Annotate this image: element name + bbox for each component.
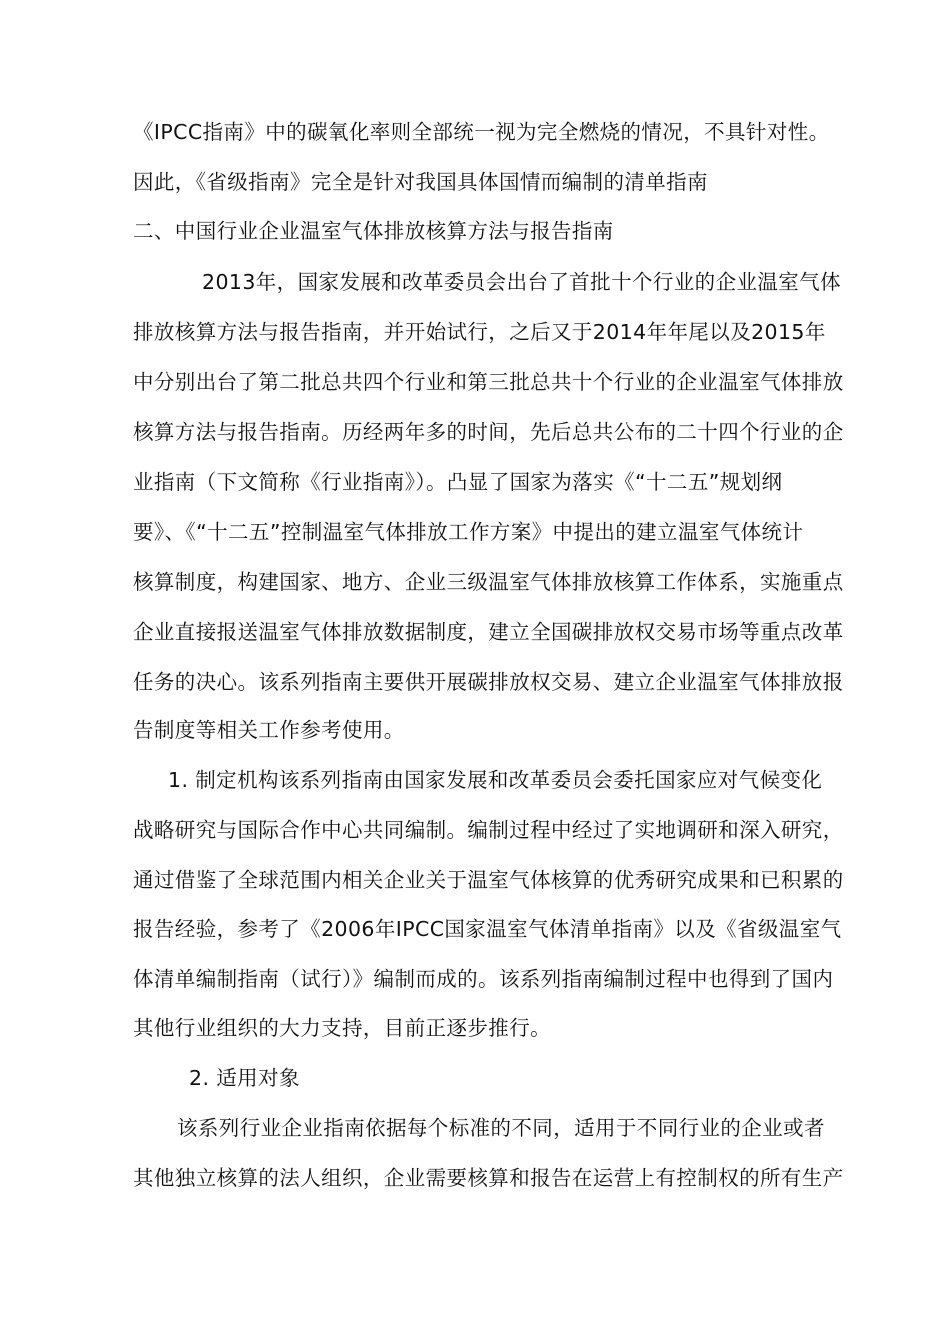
paragraph-line: 要》、《“十二五”控制温室气体排放工作方案》中提出的建立温室气体统计 [133, 520, 804, 544]
paragraph-line: 体清单编制指南（试行）》编制而成的。该系列指南编制过程中也得到了国内 [133, 967, 834, 991]
paragraph-line: 《IPCC指南》中的碳氧化率则全部统一视为完全燃烧的情况，不具针对性。 [133, 120, 830, 144]
paragraph-line: 通过借鉴了全球范围内相关企业关于温室气体核算的优秀研究成果和已积累的 [133, 868, 844, 892]
section-heading: 二、中国行业企业温室气体排放核算方法与报告指南 [133, 219, 614, 243]
paragraph-line: 2013年，国家发展和改革委员会出台了首批十个行业的企业温室气体 [202, 270, 841, 294]
paragraph-line: 其他行业组织的大力支持，目前正逐步推行。 [133, 1016, 551, 1040]
paragraph-line: 战略研究与国际合作中心共同编制。编制过程中经过了实地调研和深入研究， [133, 818, 844, 842]
paragraph-line: 排放核算方法与报告指南，并开始试行，之后又于2014年年尾以及2015年 [133, 320, 826, 344]
paragraph-line: 企业直接报送温室气体排放数据制度，建立全国碳排放权交易市场等重点改革 [133, 620, 844, 644]
list-item-1: 1. 制定机构该系列指南由国家发展和改革委员会委托国家应对气候变化 [168, 768, 823, 792]
list-item-2: 2. 适用对象 [189, 1066, 300, 1090]
paragraph-line: 该系列行业企业指南依据每个标准的不同，适用于不同行业的企业或者 [177, 1116, 825, 1140]
paragraph-line: 报告经验，参考了《2006年IPCC国家温室气体清单指南》以及《省级温室气 [133, 917, 842, 941]
paragraph-line: 核算方法与报告指南。历经两年多的时间，先后总共公布的二十四个行业的企 [133, 420, 844, 444]
paragraph-line: 核算制度，构建国家、地方、企业三级温室气体排放核算工作体系，实施重点 [133, 570, 844, 594]
paragraph-line: 业指南（下文简称《行业指南》）。凸显了国家为落实《“十二五”规划纲 [133, 470, 783, 494]
paragraph-line: 因此，《省级指南》完全是针对我国具体国情而编制的清单指南 [133, 170, 708, 194]
paragraph-line: 中分别出台了第二批总共四个行业和第三批总共十个行业的企业温室气体排放 [133, 370, 844, 394]
paragraph-line: 告制度等相关工作参考使用。 [133, 718, 405, 742]
paragraph-line: 其他独立核算的法人组织，企业需要核算和报告在运营上有控制权的所有生产 [133, 1166, 844, 1190]
paragraph-line: 任务的决心。该系列指南主要供开展碳排放权交易、建立企业温室气体排放报 [133, 670, 844, 694]
